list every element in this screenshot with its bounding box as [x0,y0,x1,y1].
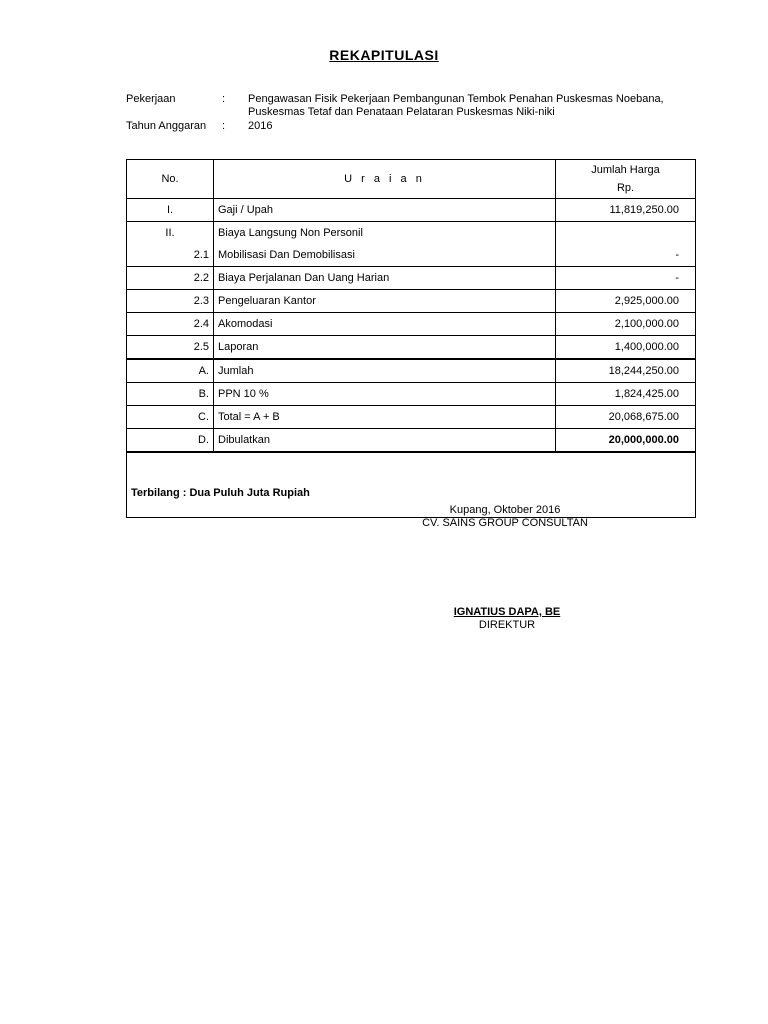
row-harga [556,222,696,245]
table-row [127,267,696,290]
row-uraian: Jumlah [214,359,556,383]
header-uraian: U r a i a n [214,160,556,199]
signatory-name [382,606,632,618]
header-no: No. [127,160,214,199]
row-harga: - [556,244,696,267]
pekerjaan-value-line2: Puskesmas Tetaf dan Penataan Pelataran Puskesmas Niki-niki [248,106,555,118]
place-date: Kupang, Oktober 2016 [449,504,561,516]
row-no: A. [127,359,214,383]
table-row [127,383,696,406]
table-row [127,359,696,383]
company-name: CV. SAINS GROUP CONSULTAN [422,517,588,529]
row-harga: 11,819,250.00 [556,199,696,222]
tahun-anggaran-colon: : [222,120,226,132]
row-harga: 2,100,000.00 [556,313,696,336]
table-row [127,199,696,222]
row-uraian: Biaya Langsung Non Personil [214,222,556,245]
row-harga: 20,068,675.00 [556,406,696,429]
row-harga: 1,824,425.00 [556,383,696,406]
header-jumlah-harga-line1: Jumlah Harga [591,164,660,176]
row-no: D. [127,429,214,453]
row-no: I. [127,199,214,222]
row-harga: 2,925,000.00 [556,290,696,313]
rekap-table [126,159,696,518]
signatory-name-text: IGNATIUS DAPA, BE [453,606,561,618]
row-harga: - [556,267,696,290]
table-header-row [127,160,696,199]
row-uraian: Biaya Perjalanan Dan Uang Harian [214,267,556,290]
row-no: 2.2 [127,267,214,290]
tahun-anggaran-label: Tahun Anggaran [126,120,207,132]
row-uraian: Mobilisasi Dan Demobilisasi [214,244,556,267]
row-uraian: Total = A + B [214,406,556,429]
signatory-position: DIREKTUR [478,619,536,631]
table-row [127,313,696,336]
row-uraian: Gaji / Upah [214,199,556,222]
table-row [127,406,696,429]
row-no: II. [127,222,214,245]
row-no: 2.3 [127,290,214,313]
terbilang-text: Terbilang : Dua Puluh Juta Rupiah [127,452,696,518]
table-row [127,336,696,360]
row-uraian: Akomodasi [214,313,556,336]
header-jumlah-harga [556,160,696,199]
row-no: 2.4 [127,313,214,336]
table-row [127,222,696,245]
row-harga: 1,400,000.00 [556,336,696,360]
tahun-anggaran-value: 2016 [248,120,273,132]
row-uraian: Laporan [214,336,556,360]
pekerjaan-label: Pekerjaan [126,93,176,105]
row-uraian: Dibulatkan [214,429,556,453]
table-row [127,290,696,313]
pekerjaan-value-line1: Pengawasan Fisik Pekerjaan Pembangunan Tembok Penahan Puskesmas Noebana, [248,93,664,105]
row-no: C. [127,406,214,429]
row-no: 2.1 [127,244,214,267]
row-harga: 18,244,250.00 [556,359,696,383]
table-row [127,429,696,453]
header-jumlah-harga-line2: Rp. [616,182,635,194]
pekerjaan-colon: : [222,93,226,105]
row-no: B. [127,383,214,406]
row-no: 2.5 [127,336,214,360]
row-uraian: PPN 10 % [214,383,556,406]
row-harga: 20,000,000.00 [556,429,696,453]
table-row [127,244,696,267]
page-title: REKAPITULASI [329,47,439,63]
row-uraian: Pengeluaran Kantor [214,290,556,313]
